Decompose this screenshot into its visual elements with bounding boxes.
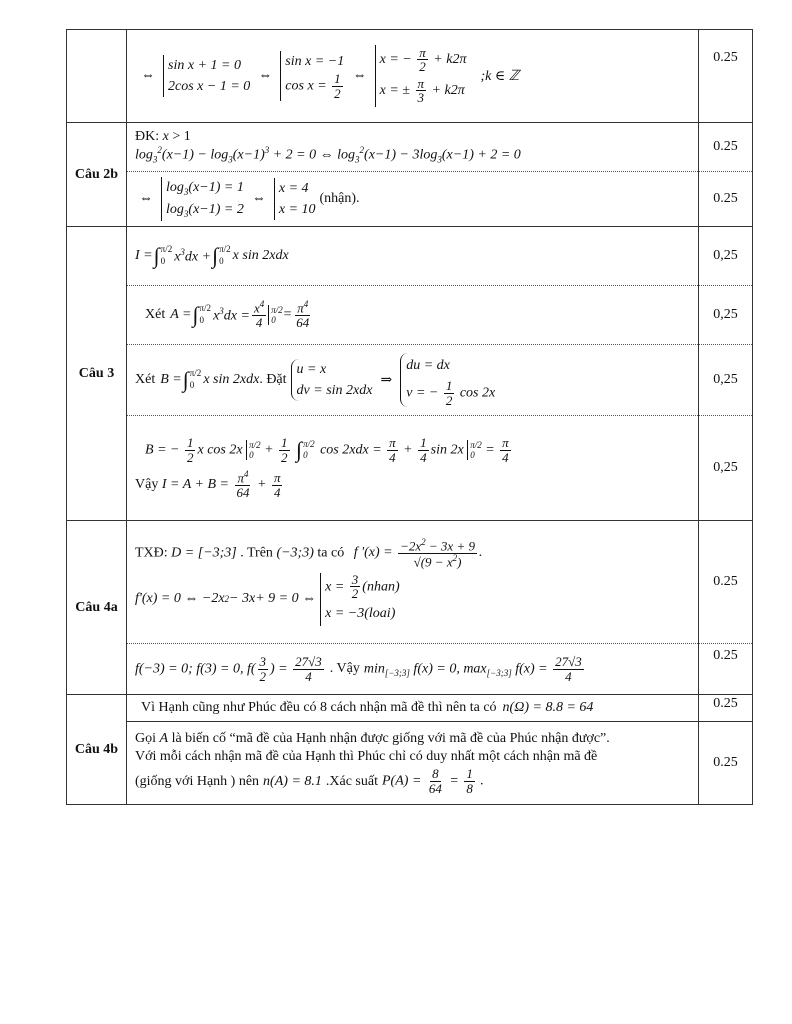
probability-label: .Xác suất <box>325 773 378 789</box>
condition-label: ĐK: <box>135 129 160 145</box>
substitute-label: . Đặt <box>259 372 287 387</box>
question-label: Câu 4a <box>67 521 127 695</box>
integral-b-result: B = − $\frac{1}{2}$ x cos 2x π/2 0 + $\frac{1}{2}$ ∫ π/2 0 cos 2xdx = $\frac{\pi}{4}$ + $\frac{1}{4}$ sin 2x π/2 0 = $\frac{\pi}{4}$ Vậy I = A + B = $\frac{\pi^4}{64}$ + $\frac{\pi}{4}$ <box>135 435 509 501</box>
accept-note: (nhận). <box>319 191 360 206</box>
solution-cell <box>127 123 699 227</box>
solution-cell <box>127 695 699 805</box>
condition-line: ĐK: x > 1 $\log_3^2(x-1) - \log_3(x-1)^3 + 2 = 0$ ⇔ $\log_3^2(x-1) - 3\log_3(x-1) + 2 = 0$ <box>127 123 698 172</box>
sample-space-text: Vì Hạnh cũng như Phúc đều có 8 cách nhận mã đề thì nên ta có <box>141 700 497 715</box>
question-label <box>67 30 127 123</box>
answer-page <box>66 29 752 805</box>
score-value: 0.25 <box>713 754 738 770</box>
probability-explanation: Gọi A là biến cố “mã đề của Hạnh nhận được giống với mã đề của Phúc nhận được”. Với mỗi cách nhận mã đề của Hạnh thì Phúc chỉ có duy nhất một cách nhận mã đề (giống với Hạnh ) nên n(A) = 8.1 .Xác suất P(A) = $\frac{8}{64}$ = $\frac{1}{8}$ . <box>135 731 610 796</box>
on-label: . Trên <box>240 545 273 561</box>
solution-cell <box>127 30 699 123</box>
equation-sin-cos: ⇔ sin x + 1 = 0 2cos x − 1 = 0 ⇔ sin x = −1 cos x = $\frac{1}{2}$ ⇔ x = − $\frac{\pi}{2}$ + k2π x = ± $\frac{\pi}{3}$ + k2π ;k ∈ ℤ <box>141 44 520 106</box>
integral-b-substitution: Xét B = ∫ π/2 0 x sin 2xdx . Đặt u = x dv = sin 2xdx ⇒ du = dx v = − $\frac{1}{2}$ cos 2x <box>127 345 698 416</box>
question-label: Câu 2b <box>67 123 127 227</box>
integral-i: I = ∫ π/2 0 $x^3dx$ + ∫ π/2 0 x sin 2xdx <box>127 227 698 286</box>
table-row <box>67 227 753 521</box>
event-reasoning: Với mỗi cách nhận mã đề của Hạnh thì Phúc chỉ có duy nhất một cách nhận mã đề <box>135 748 598 764</box>
score-cell <box>699 695 753 805</box>
grading-table <box>66 29 753 805</box>
event-count-text: (giống với Hạnh ) nên <box>135 773 260 789</box>
event-intro: Gọi <box>135 731 156 747</box>
score-value: 0.25 <box>699 521 752 644</box>
derivative-analysis: TXĐ: D = [−3;3] . Trên (−3;3) ta có f '(x) = $\frac{-2x^2 - 3x + 9}{√(9 - x^2)}$ . f '( x ) = 0 ⇔ −2 x 2 − 3 x + 9 = 0 ⇔ x = $\frac{3}{2}$ (nhan) x = −3(loai) <box>127 521 698 644</box>
score-cell <box>699 227 753 521</box>
table-row <box>67 30 753 123</box>
solution-cell <box>127 227 699 521</box>
consider-label: Xét <box>145 307 166 322</box>
score-value: 0,25 <box>699 227 752 286</box>
table-row <box>67 695 753 805</box>
score-value: 0.25 <box>713 191 738 206</box>
conclusion-label: . Vậy <box>329 661 360 676</box>
score-value: 0.25 <box>699 696 752 722</box>
score-value: 0,25 <box>699 345 752 416</box>
domain-label: TXĐ: <box>135 545 168 561</box>
score-value: 0.25 <box>713 648 738 663</box>
consider-label: Xét <box>135 372 156 387</box>
solution-cell <box>127 521 699 695</box>
question-label: Câu 3 <box>67 227 127 521</box>
score-value: 0,25 <box>699 286 752 345</box>
integral-a: Xét A = ∫ π/2 0 $x^3dx$ = $\frac{x^4}{4}$ π/2 0 = $\frac{\pi^4}{64}$ <box>127 286 698 345</box>
score-cell: 0.25 <box>699 30 753 123</box>
we-have-label: ta có <box>317 545 345 561</box>
score-cell <box>699 123 753 227</box>
min-max-result: f(−3) = 0; f(3) = 0, f( $\frac{3}{2}$ ) = $\frac{27√3}{4}$ . Vậy $\min_{[-3;3]} f(x) = 0$, $\max_{[-3;3]} f(x)$ = $\frac{27√3}{4}$ <box>135 653 582 684</box>
score-value: 0.25 <box>699 123 752 172</box>
sample-space-line: Vì Hạnh cũng như Phúc đều có 8 cách nhận mã đề thì nên ta có n(Ω) = 8.8 = 64 <box>127 695 698 722</box>
log-solution: ⇔ $\log_3(x-1) = 1$ $\log_3(x-1) = 2$ ⇔ x = 4 x = 10 (nhận). <box>127 172 698 226</box>
event-definition: là biến cố “mã đề của Hạnh nhận được giống với mã đề của Phúc nhận được”. <box>171 731 610 747</box>
conclusion-label: Vậy <box>135 477 159 493</box>
table-row <box>67 521 753 695</box>
score-value: 0,25 <box>713 460 738 475</box>
score-cell <box>699 521 753 695</box>
table-row <box>67 123 753 227</box>
question-label: Câu 4b <box>67 695 127 805</box>
